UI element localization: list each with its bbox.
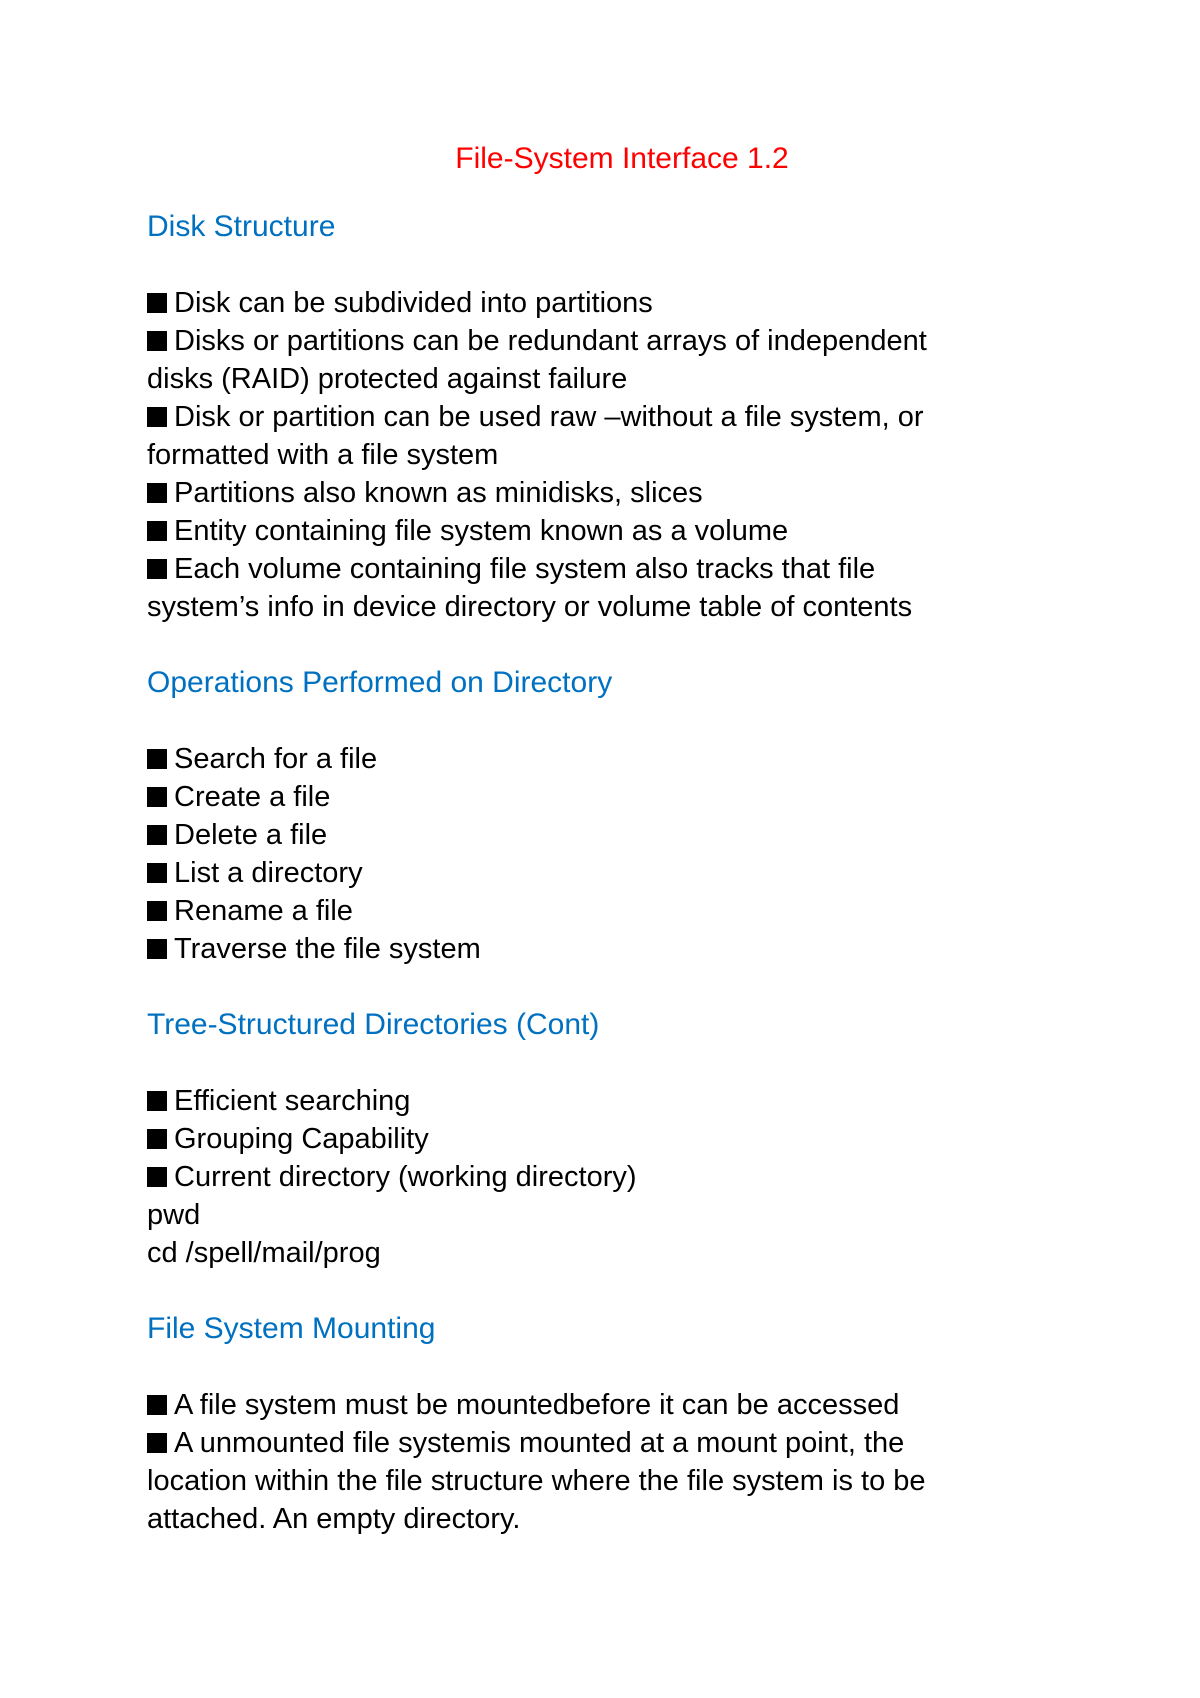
list-item-text: Partitions also known as minidisks, slices: [174, 477, 703, 509]
list-item: [147, 1424, 1067, 1462]
list-item-text: Rename a file: [174, 895, 353, 927]
square-bullet-icon: [147, 1129, 167, 1149]
square-bullet-icon: [147, 863, 167, 883]
continuation-line: [147, 360, 1067, 398]
section: [147, 1310, 1067, 1538]
list-item-text: Disks or partitions can be redundant arrays of independent: [174, 325, 927, 357]
list-item-text: location within the file structure where the file system is to be: [147, 1465, 926, 1497]
section: [147, 208, 1067, 626]
list-item-text: Grouping Capability: [174, 1123, 429, 1155]
square-bullet-icon: [147, 787, 167, 807]
square-bullet-icon: [147, 901, 167, 921]
list-item-text: Search for a file: [174, 743, 378, 775]
list-item: [147, 550, 1067, 588]
list-item-text: List a directory: [174, 857, 363, 889]
continuation-line: [147, 436, 1067, 474]
section-heading: Disk Structure: [147, 210, 336, 243]
list-item: [147, 284, 1067, 322]
list-item: [147, 512, 1067, 550]
list-item-text: formatted with a file system: [147, 439, 499, 471]
list-item: [147, 1158, 1067, 1196]
bullet-list: [147, 284, 1067, 626]
list-item: [147, 816, 1067, 854]
list-item-text: Create a file: [174, 781, 331, 813]
list-item-text: cd /spell/mail/prog: [147, 1237, 381, 1269]
list-item-text: Efficient searching: [174, 1085, 411, 1117]
list-item-text: Disk can be subdivided into partitions: [174, 287, 653, 319]
list-item-text: pwd: [147, 1199, 201, 1231]
continuation-line: [147, 1500, 1067, 1538]
continuation-line: [147, 1462, 1067, 1500]
square-bullet-icon: [147, 559, 167, 579]
list-item-text: Entity containing file system known as a volume: [174, 515, 789, 547]
list-item: [147, 398, 1067, 436]
square-bullet-icon: [147, 521, 167, 541]
bullet-list: [147, 740, 1067, 968]
bullet-list: [147, 1386, 1067, 1538]
square-bullet-icon: [147, 1433, 167, 1453]
document-title: File-System Interface 1.2: [455, 142, 789, 175]
square-bullet-icon: [147, 293, 167, 313]
list-item: [147, 740, 1067, 778]
list-item: [147, 1386, 1067, 1424]
list-item: [147, 778, 1067, 816]
continuation-line: [147, 1234, 1067, 1272]
square-bullet-icon: [147, 331, 167, 351]
list-item-text: attached. An empty directory.: [147, 1503, 521, 1535]
list-item-text: Disk or partition can be used raw –without a file system, or: [174, 401, 924, 433]
section-heading: Tree-Structured Directories (Cont): [147, 1008, 600, 1041]
square-bullet-icon: [147, 749, 167, 769]
square-bullet-icon: [147, 825, 167, 845]
section-heading: Operations Performed on Directory: [147, 666, 613, 699]
section: [147, 664, 1067, 968]
list-item-text: disks (RAID) protected against failure: [147, 363, 628, 395]
list-item-text: Each volume containing file system also tracks that file: [174, 553, 876, 585]
square-bullet-icon: [147, 407, 167, 427]
document-page: [147, 140, 1067, 1576]
list-item-text: Current directory (working directory): [174, 1161, 637, 1193]
document-body: [147, 208, 1067, 1538]
list-item-text: system’s info in device directory or volume table of contents: [147, 591, 913, 623]
square-bullet-icon: [147, 939, 167, 959]
list-item-text: Traverse the file system: [174, 933, 481, 965]
bullet-list: [147, 1082, 1067, 1272]
list-item: [147, 1082, 1067, 1120]
list-item: [147, 1120, 1067, 1158]
list-item-text: Delete a file: [174, 819, 328, 851]
continuation-line: [147, 588, 1067, 626]
list-item: [147, 322, 1067, 360]
square-bullet-icon: [147, 1091, 167, 1111]
list-item: [147, 892, 1067, 930]
list-item-text: A file system must be mountedbefore it can be accessed: [174, 1389, 900, 1421]
square-bullet-icon: [147, 483, 167, 503]
list-item-text: A unmounted file systemis mounted at a mount point, the: [174, 1427, 905, 1459]
list-item: [147, 854, 1067, 892]
section-heading: File System Mounting: [147, 1312, 436, 1345]
list-item: [147, 930, 1067, 968]
list-item: [147, 474, 1067, 512]
continuation-line: [147, 1196, 1067, 1234]
square-bullet-icon: [147, 1167, 167, 1187]
square-bullet-icon: [147, 1395, 167, 1415]
section: [147, 1006, 1067, 1272]
